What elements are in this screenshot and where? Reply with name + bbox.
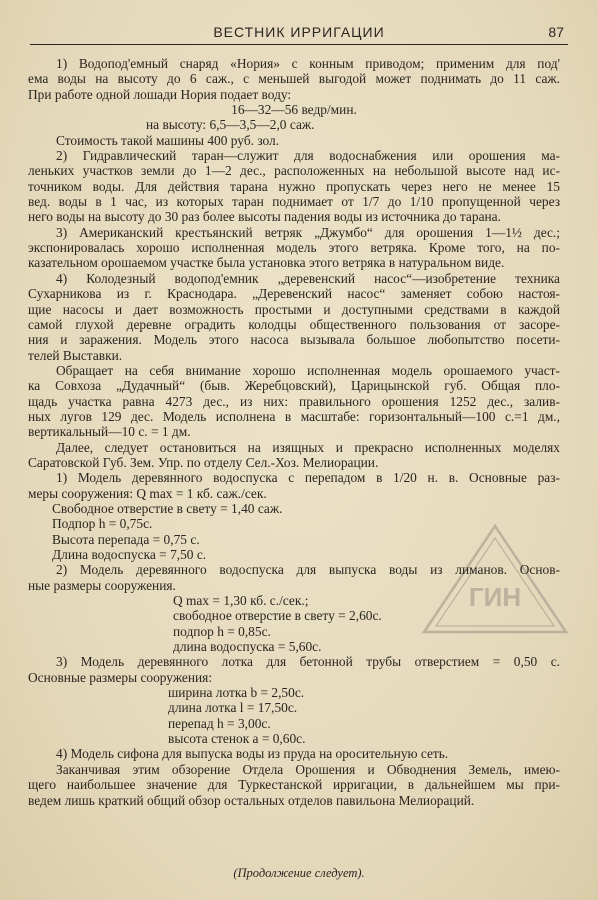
text-line: точником воды. Для действия тарана нужно пропускать через него не менее 15 bbox=[28, 178, 560, 194]
text-line: леньких участков земли до 1—2 дес., расположенных на небольшой высоте над ис- bbox=[28, 163, 560, 179]
journal-title: ВЕСТНИК ИРРИГАЦИИ bbox=[213, 24, 385, 40]
text-line: вертикальный—10 с. = 1 дм. bbox=[28, 424, 191, 440]
page-number: 87 bbox=[548, 24, 564, 40]
text-line: Обращает на себя внимание хорошо исполненная модель орошаемого участ- bbox=[56, 362, 560, 378]
stamp-text: ГИН bbox=[468, 582, 522, 612]
text-line: свободное отверстие в свету = 2,60с. bbox=[173, 608, 382, 624]
text-line: При работе одной лошади Нория подает воду: bbox=[28, 86, 292, 102]
text-line: ка Совхоза „Дудачный“ (быв. Жеребцовский), Царицынской губ. Общая пло- bbox=[28, 378, 560, 394]
text-line: Саратовской Губ. Зем. Упр. по отделу Сел.-Хоз. Мелиорации. bbox=[28, 454, 379, 470]
text-line: него воды на высоту до 30 раз более высоты падения воды из источника до тарана. bbox=[28, 209, 501, 225]
text-line: длина лотка l = 17,50с. bbox=[168, 700, 298, 716]
text-line: 3) Модель деревянного лотка для бетонной трубы отверстием = 0,50 с. bbox=[56, 654, 560, 670]
text-line: 1) Модель деревянного водоспуска с перепадом в 1/20 н. в. Основные раз- bbox=[56, 470, 560, 486]
text-line: 3) Американский крестьянский ветряк „Джумбо“ для орошения 1—1½ дес.; bbox=[56, 224, 560, 240]
text-line: ные размеры сооружения. bbox=[28, 577, 176, 593]
text-line: казательном орошаемом участке была установка этого ветряка в натуральном виде. bbox=[28, 255, 505, 271]
text-line: телей Выставки. bbox=[28, 347, 123, 363]
text-line: длина водоспуска = 5,60с. bbox=[173, 639, 322, 655]
text-line: Далее, следует остановиться на изящных и прекрасно исполненных моделях bbox=[56, 439, 560, 455]
text-line: 4) Модель сифона для выпуска воды из пруда на оросительную сеть. bbox=[56, 746, 449, 762]
text-line: ширина лотка b = 2,50с. bbox=[168, 685, 305, 701]
text-line: ных лугов 129 дес. Модель исполнена в масштабе: горизонтальный—100 с.=1 дм., bbox=[28, 408, 560, 424]
text-line: Заканчивая этим обзорение Отдела Орошения и Обводнения Земель, имею- bbox=[56, 761, 560, 777]
text-line: Стоимость такой машины 400 руб. зол. bbox=[56, 132, 280, 148]
text-line: щего наибольшее значение для Туркестанской ирригации, в дальнейшем мы при- bbox=[28, 777, 560, 793]
text-line: 1) Водопод'емный снаряд «Нория» с конным приводом; применим для под' bbox=[56, 56, 560, 71]
text-line: экспонировалась хорошо исполненная модель этого ветряка. Кроме того, на по- bbox=[28, 240, 560, 256]
text-line: ния и заражения. Модель этого насоса вызывала большое любопытство посети- bbox=[28, 332, 560, 348]
text-line: щадь участка равна 4273 дес., из них: правильного орошения 1252 дес., залив- bbox=[28, 393, 560, 409]
text-line: на высоту: 6,5—3,5—2,0 саж. bbox=[146, 117, 315, 133]
article-body bbox=[28, 56, 560, 808]
text-line: 16—32—56 ведр/мин. bbox=[231, 102, 357, 118]
running-header bbox=[30, 22, 568, 45]
text-line: высота стенок a = 0,60с. bbox=[168, 731, 306, 747]
text-line: Q max = 1,30 кб. с./сек.; bbox=[173, 593, 309, 609]
text-line: Высота перепада = 0,75 с. bbox=[52, 531, 200, 547]
text-line: Длина водоспуска = 7,50 с. bbox=[52, 547, 207, 562]
text-line: 2) Гидравлический таран—служит для водоснабжения или орошения ма- bbox=[56, 148, 560, 164]
text-line: ема воды на высоту до 6 саж., с меньшей выгодой может поднимать до 11 саж. bbox=[28, 71, 560, 87]
continuation-note: (Продолжение следует). bbox=[233, 866, 365, 880]
text-line: подпор h = 0,85с. bbox=[173, 623, 271, 639]
text-line: 4) Колодезный водопод'емник „деревенский насос“—изобретение техника bbox=[56, 270, 560, 286]
text-line: ведем лишь краткий общий обзор остальных отделов павильона Мелиораций. bbox=[28, 792, 475, 808]
text-line: Сухарникова из г. Краснодара. „Деревенский насос“ заменяет собою настоя- bbox=[28, 286, 560, 302]
text-line: вед. воды в 1 час, из которых таран поднимает от 1/7 до 1/10 пропущенной через bbox=[28, 194, 560, 210]
text-line: щие насосы и дает возможность простыми и доступными средствами в каждой bbox=[28, 301, 560, 317]
text-line: Свободное отверстие в свету = 1,40 саж. bbox=[52, 500, 283, 516]
text-line: меры сооружения: Q max = 1 кб. саж./сек. bbox=[28, 485, 267, 501]
text-line: самой глухой деревне оградить колодцы общественного пользования от засоре- bbox=[28, 316, 560, 332]
text-line: Подпор h = 0,75с. bbox=[52, 516, 153, 532]
text-line: Основные размеры сооружения: bbox=[28, 669, 213, 685]
text-line: 2) Модель деревянного водоспуска для выпуска воды из лиманов. Основ- bbox=[56, 562, 560, 578]
text-line: перепад h = 3,00с. bbox=[168, 715, 271, 731]
